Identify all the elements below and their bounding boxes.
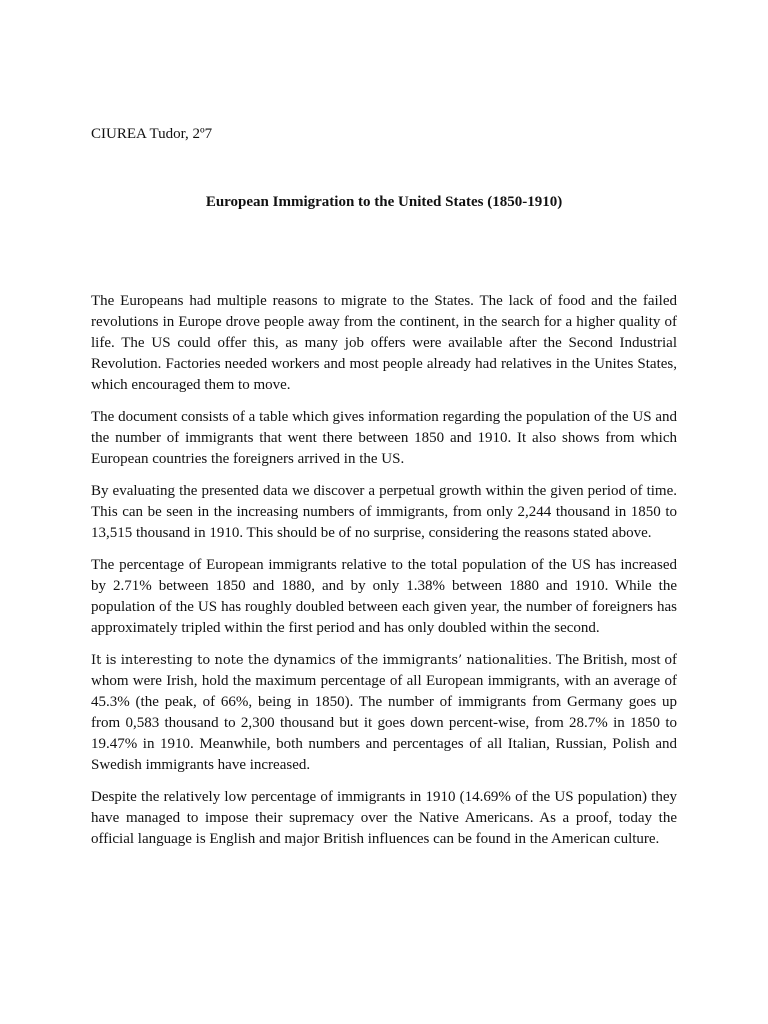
paragraph-population-percentages: The percentage of European immigrants relative to the total population of the US has increased by 2.71% between 1850 and 1880, and by only 1.38% between 1880 and 1910. While the population of the US has roughly doubled between each given year, the number of foreigners has approximately tripled within the first period and has only doubled within the second. xyxy=(91,557,677,636)
nationalities-intro-phrase: It is interesting to note the dynamics of the immigrants’ nationalities. xyxy=(91,653,553,668)
nationalities-text: The British, most of whom were Irish, hold the maximum percentage of all European immigrants, with an average of 45.3% (the peak, of 66%, being in 1850). The number of immigrants from Germany goes up from 0,583 thousand to 2,300 thousand but it goes down percent-wise, from 28.7% in 1850 to 19.47% in 1910. Meanwhile, both numbers and percentages of all Italian, Russian, Polish and Swedish immigrants have increased. xyxy=(91,652,677,773)
document-title: European Immigration to the United States (1850-1910) xyxy=(205,194,563,210)
paragraph-conclusion: Despite the relatively low percentage of immigrants in 1910 (14.69% of the US population) they have managed to impose their supremacy over the Native Americans. As a proof, today the official language is English and major British influences can be found in the American culture. xyxy=(91,789,677,847)
paragraph-reasons-for-migration: The Europeans had multiple reasons to migrate to the States. The lack of food and the failed revolutions in Europe drove people away from the continent, in the search for a higher quality of life. The US could offer this, as many job offers were available after the Second Industrial Revolution. Factories needed workers and most people already had relatives in the Unites States, which encouraged them to move. xyxy=(91,293,677,393)
paragraph-document-description: The document consists of a table which gives information regarding the population of the US and the number of immigrants that went there between 1850 and 1910. It also shows from which European countries the foreigners arrived in the US. xyxy=(91,409,677,467)
document-body xyxy=(91,291,677,861)
paragraph-nationalities xyxy=(91,650,677,776)
author-line: CIUREA Tudor, 2º7 xyxy=(91,126,213,142)
paragraph-immigrant-growth: By evaluating the presented data we discover a perpetual growth within the given period of time. This can be seen in the increasing numbers of immigrants, from only 2,244 thousand in 1850 to 13,515 thousand in 1910. This should be of no surprise, considering the reasons stated above. xyxy=(91,483,677,541)
